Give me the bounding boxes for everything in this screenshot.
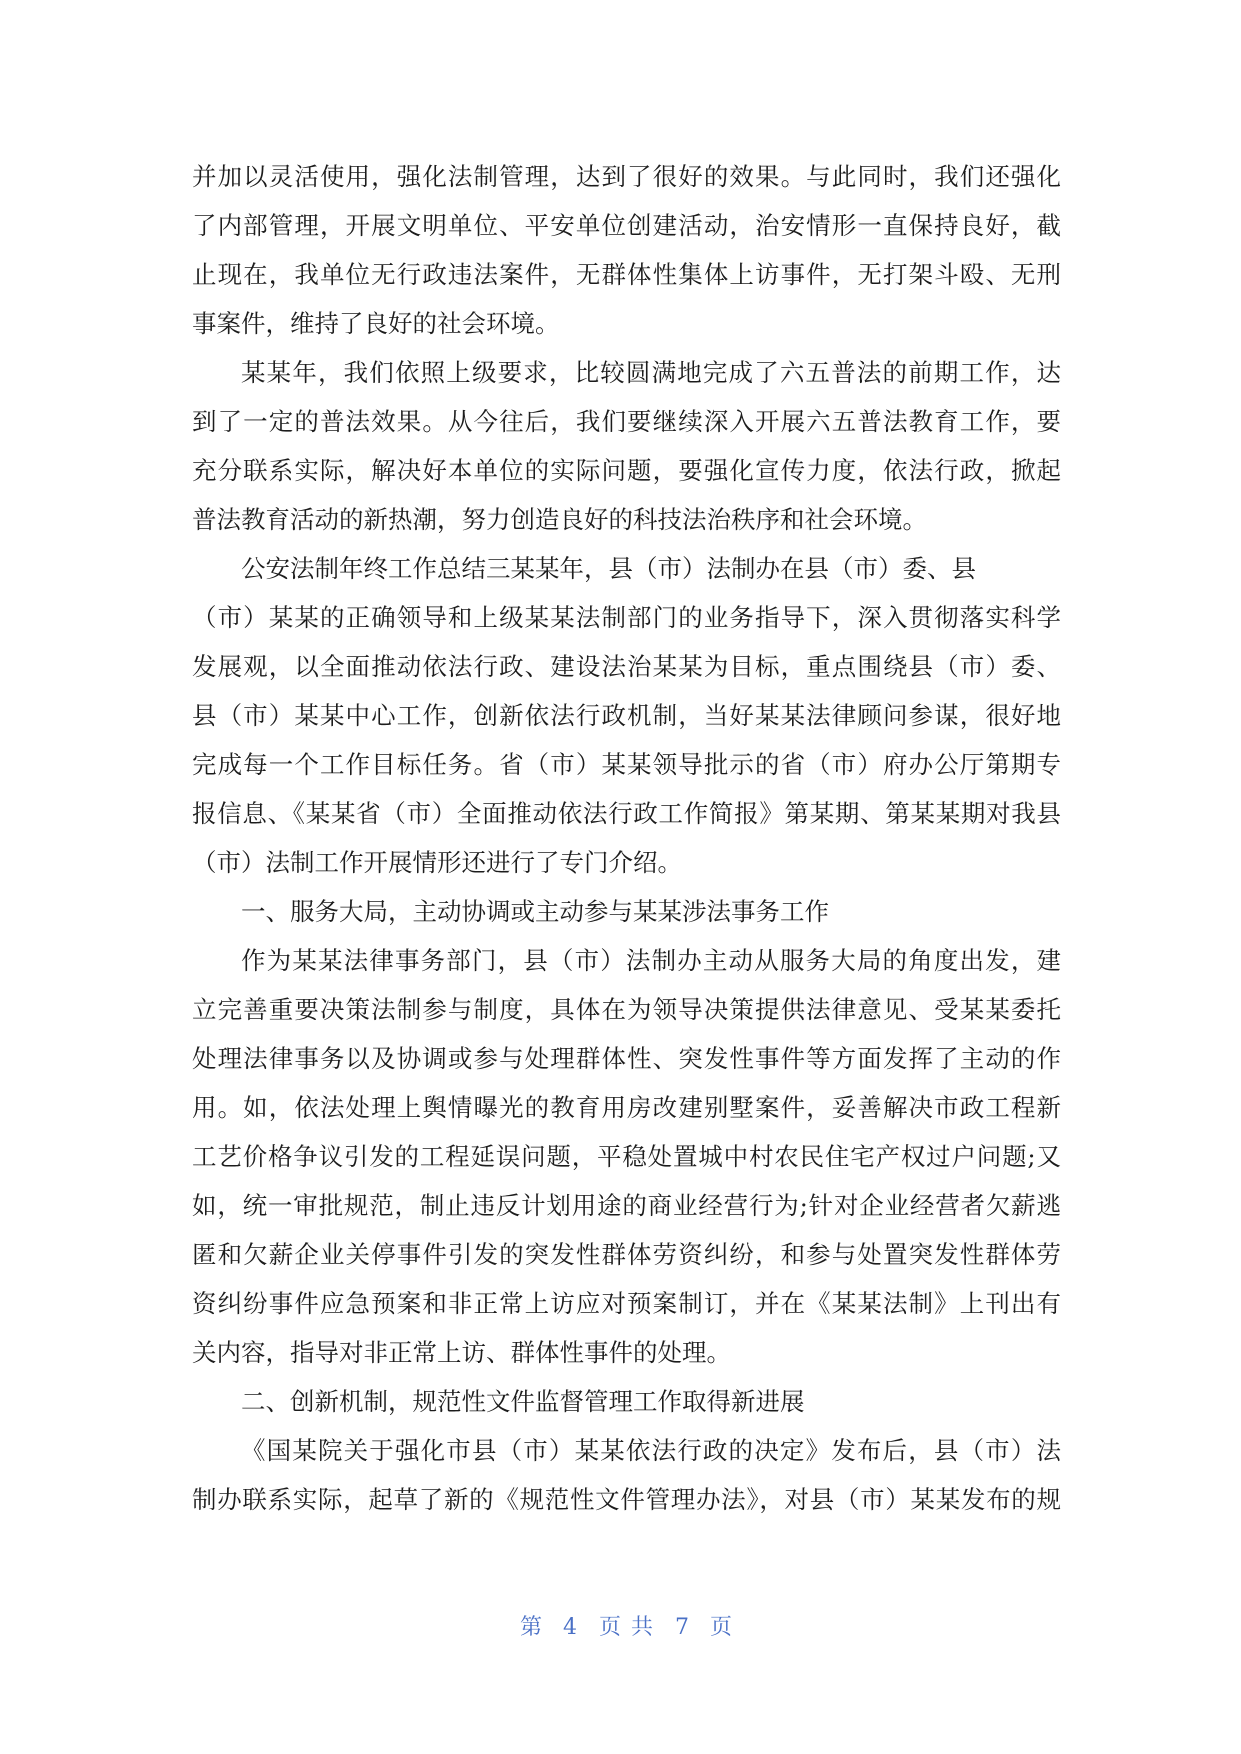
text-line: 作为某某法律事务部门，县（市）法制办主动从服务大局的角度出发，建 — [241, 946, 1061, 975]
page-footer-total-word: 共 — [631, 1615, 654, 1640]
text-line: 到了一定的普法效果。从今往后，我们要继续深入开展六五普法教育工作，要 — [192, 407, 1061, 436]
text-line: 公安法制年终工作总结三某某年，县（市）法制办在县（市）委、县 — [241, 554, 976, 583]
current-page-number: 4 — [563, 1615, 578, 1640]
text-line: 充分联系实际，解决好本单位的实际问题，要强化宣传力度，依法行政，掀起 — [192, 456, 1061, 485]
text-line: 如，统一审批规范，制止违反计划用途的商业经营行为;针对企业经营者欠薪逃 — [192, 1191, 1061, 1220]
text-line: （市）某某的正确领导和上级某某法制部门的业务指导下，深入贯彻落实科学 — [192, 603, 1061, 632]
section-heading — [192, 1377, 1061, 1426]
page-footer-suffix: 页 — [710, 1615, 733, 1640]
text-line: 完成每一个工作目标任务。省（市）某某领导批示的省（市）府办公厅第期专 — [192, 750, 1061, 779]
text-line: 县（市）某某中心工作，创新依法行政机制，当好某某法律顾问参谋，很好地 — [192, 701, 1061, 730]
section-heading-text: 一、服务大局，主动协调或主动参与某某涉法事务工作 — [241, 897, 829, 926]
text-line: 制办联系实际，起草了新的《规范性文件管理办法》，对县（市）某某发布的规 — [192, 1485, 1061, 1514]
page-footer — [520, 1613, 732, 1643]
paragraph — [192, 544, 1061, 887]
text-line: 发展观，以全面推动依法行政、建设法治某某为目标，重点围绕县（市）委、 — [192, 652, 1061, 681]
paragraph — [192, 152, 1061, 348]
paragraph — [192, 348, 1061, 544]
total-pages-number: 7 — [675, 1615, 690, 1640]
text-line: 止现在，我单位无行政违法案件，无群体性集体上访事件，无打架斗殴、无刑 — [192, 260, 1061, 289]
text-line: 事案件，维持了良好的社会环境。 — [192, 309, 560, 338]
page-footer-prefix: 第 — [520, 1615, 543, 1640]
text-line: 资纠纷事件应急预案和非正常上访应对预案制订，并在《某某法制》上刊出有 — [192, 1289, 1061, 1318]
text-line: 用。如，依法处理上舆情曝光的教育用房改建别墅案件，妥善解决市政工程新 — [192, 1093, 1061, 1122]
text-line: 了内部管理，开展文明单位、平安单位创建活动，治安情形一直保持良好，截 — [192, 211, 1061, 240]
section-heading — [192, 887, 1061, 936]
text-line: 并加以灵活使用，强化法制管理，达到了很好的效果。与此同时，我们还强化 — [192, 162, 1061, 191]
paragraph — [192, 1426, 1061, 1524]
text-line: 工艺价格争议引发的工程延误问题，平稳处置城中村农民住宅产权过户问题;又 — [192, 1142, 1061, 1171]
text-line: 关内容，指导对非正常上访、群体性事件的处理。 — [192, 1338, 731, 1367]
paragraph — [192, 936, 1061, 1377]
text-line: 匿和欠薪企业关停事件引发的突发性群体劳资纠纷，和参与处置突发性群体劳 — [192, 1240, 1061, 1269]
document-body — [192, 152, 1061, 1524]
text-line: 处理法律事务以及协调或参与处理群体性、突发性事件等方面发挥了主动的作 — [192, 1044, 1061, 1073]
text-line: 某某年，我们依照上级要求，比较圆满地完成了六五普法的前期工作，达 — [241, 358, 1061, 387]
text-line: 立完善重要决策法制参与制度，具体在为领导决策提供法律意见、受某某委托 — [192, 995, 1061, 1024]
text-line: 《国某院关于强化市县（市）某某依法行政的决定》发布后，县（市）法 — [241, 1436, 1061, 1465]
page-footer-page-word: 页 — [599, 1615, 622, 1640]
text-line: 普法教育活动的新热潮，努力创造良好的科技法治秩序和社会环境。 — [192, 505, 927, 534]
section-heading-text: 二、创新机制，规范性文件监督管理工作取得新进展 — [241, 1387, 805, 1416]
text-line: （市）法制工作开展情形还进行了专门介绍。 — [192, 848, 682, 877]
text-line: 报信息、《某某省（市）全面推动依法行政工作简报》第某期、第某某期对我县 — [192, 799, 1061, 828]
